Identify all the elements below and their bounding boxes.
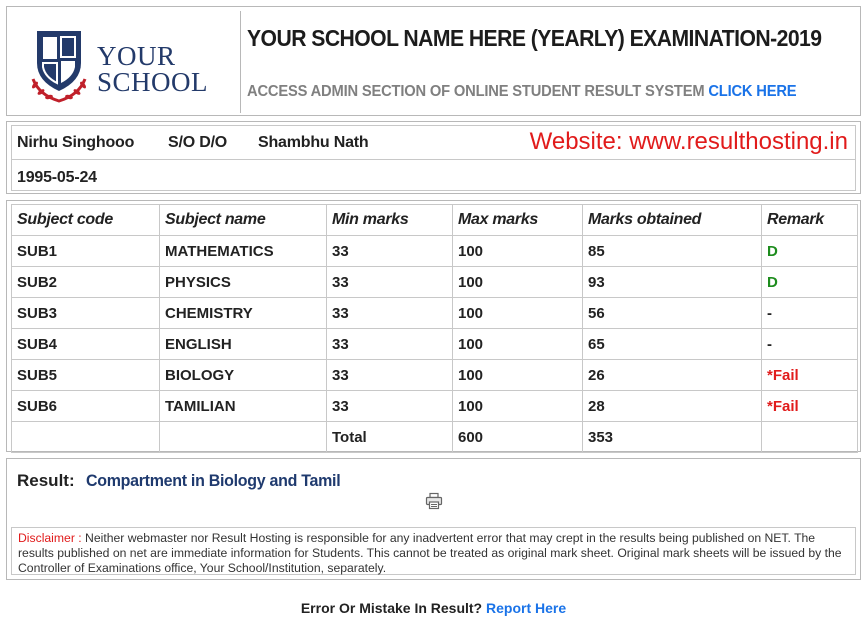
- cell-subject-name: TAMILIAN: [160, 391, 327, 422]
- cell-marks-obtained: 85: [583, 236, 762, 267]
- cell-min-marks: 33: [327, 267, 453, 298]
- admin-click-here-link[interactable]: CLICK HERE: [708, 83, 797, 100]
- cell-min-marks: 33: [327, 391, 453, 422]
- cell-max-marks: 100: [453, 298, 583, 329]
- marks-panel: [6, 200, 861, 452]
- result-value: Compartment in Biology and Tamil: [86, 471, 341, 490]
- disclaimer: [11, 527, 856, 575]
- cell-max-marks: 100: [453, 329, 583, 360]
- cell-max-marks: 100: [453, 391, 583, 422]
- header-remark: Remark: [762, 205, 858, 236]
- cell-marks-obtained: 26: [583, 360, 762, 391]
- table-row: [12, 267, 858, 298]
- logo-text-line2: SCHOOL: [97, 67, 209, 97]
- header-panel: [6, 6, 861, 116]
- total-label: Total: [327, 422, 453, 453]
- cell-max-marks: 100: [453, 360, 583, 391]
- cell-remark: -: [762, 298, 858, 329]
- admin-access-text: [247, 83, 796, 101]
- cell-min-marks: 33: [327, 329, 453, 360]
- cell-min-marks: 33: [327, 236, 453, 267]
- website-text: Website: www.resulthosting.in: [529, 128, 848, 155]
- cell-subject-code: SUB3: [12, 298, 160, 329]
- table-row: [12, 298, 858, 329]
- logo-text-line1: YOUR: [97, 41, 176, 71]
- table-row: [12, 329, 858, 360]
- report-here-link[interactable]: Report Here: [486, 600, 567, 616]
- total-row: [12, 422, 858, 453]
- cell-subject-name: ENGLISH: [160, 329, 327, 360]
- cell-max-marks: 100: [453, 267, 583, 298]
- shield-logo-icon: [19, 23, 99, 103]
- school-logo: [11, 11, 241, 113]
- page-title: YOUR SCHOOL NAME HERE (YEARLY) EXAMINATION-2019: [247, 25, 822, 51]
- cell-remark: *Fail: [762, 391, 858, 422]
- cell-marks-obtained: 93: [583, 267, 762, 298]
- cell-subject-code: SUB5: [12, 360, 160, 391]
- cell-subject-code: SUB4: [12, 329, 160, 360]
- cell-subject-code: SUB2: [12, 267, 160, 298]
- cell-min-marks: 33: [327, 298, 453, 329]
- result-panel: [6, 458, 861, 580]
- marks-table: [11, 204, 858, 453]
- cell-subject-name: BIOLOGY: [160, 360, 327, 391]
- admin-access-label: ACCESS ADMIN SECTION OF ONLINE STUDENT RESULT SYSTEM: [247, 83, 705, 100]
- cell-marks-obtained: 56: [583, 298, 762, 329]
- header-max-marks: Max marks: [453, 205, 583, 236]
- relation-label: S/O D/O: [168, 134, 228, 151]
- cell-max-marks: 100: [453, 236, 583, 267]
- header-min-marks: Min marks: [327, 205, 453, 236]
- header-marks-obtained: Marks obtained: [583, 205, 762, 236]
- student-name: Nirhu Singhooo: [17, 134, 135, 151]
- total-max-marks: 600: [453, 422, 583, 453]
- student-dob: 1995-05-24: [17, 169, 97, 186]
- cell-marks-obtained: 28: [583, 391, 762, 422]
- table-header-row: [12, 205, 858, 236]
- result-label: Result:: [17, 471, 75, 490]
- student-info-panel: [6, 121, 861, 194]
- footer-text: Error Or Mistake In Result?: [300, 600, 483, 616]
- cell-subject-code: SUB1: [12, 236, 160, 267]
- cell-min-marks: 33: [327, 360, 453, 391]
- cell-empty: [12, 422, 160, 453]
- cell-empty: [160, 422, 327, 453]
- cell-subject-name: MATHEMATICS: [160, 236, 327, 267]
- cell-marks-obtained: 65: [583, 329, 762, 360]
- cell-remark: D: [762, 267, 858, 298]
- cell-subject-name: PHYSICS: [160, 267, 327, 298]
- table-row: [12, 236, 858, 267]
- disclaimer-label: Disclaimer :: [18, 531, 82, 545]
- student-dob-row: [11, 159, 856, 191]
- header-subject-name: Subject name: [160, 205, 327, 236]
- printer-icon[interactable]: [425, 492, 443, 510]
- header-subject-code: Subject code: [12, 205, 160, 236]
- parent-name: Shambhu Nath: [258, 134, 369, 151]
- cell-remark: *Fail: [762, 360, 858, 391]
- table-row: [12, 360, 858, 391]
- disclaimer-text: Neither webmaster nor Result Hosting is responsible for any inadvertent error that may crept in the results being published on NET. The results published on net are immediate information for Students. This cannot be treated as original mark sheet. Original mark sheets will be issued by the Controller of Examinations office, Your School/Institution, separately.: [18, 531, 842, 575]
- footer: [0, 600, 867, 616]
- cell-subject-name: CHEMISTRY: [160, 298, 327, 329]
- cell-empty: [762, 422, 858, 453]
- cell-remark: -: [762, 329, 858, 360]
- total-marks-obtained: 353: [583, 422, 762, 453]
- cell-subject-code: SUB6: [12, 391, 160, 422]
- cell-remark: D: [762, 236, 858, 267]
- table-row: [12, 391, 858, 422]
- title-cell: [241, 11, 856, 113]
